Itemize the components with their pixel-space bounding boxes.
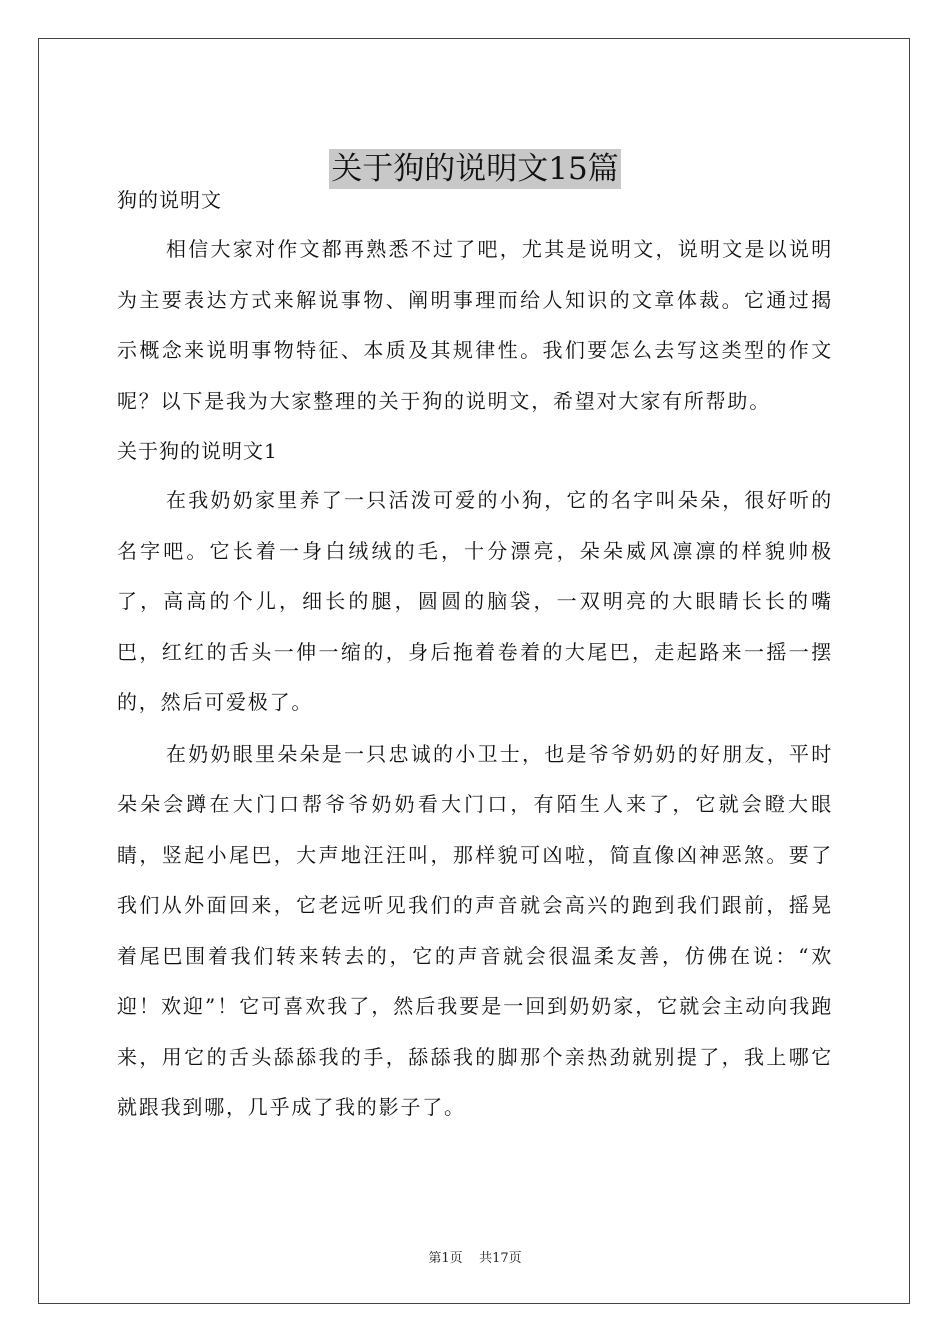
page-number: 第1页 bbox=[428, 1251, 463, 1266]
section-heading: 关于狗的说明文1 bbox=[117, 439, 278, 463]
document-body bbox=[117, 176, 833, 1133]
paragraph: 在奶奶眼里朵朵是一只忠诚的小卫士，也是爷爷奶奶的好朋友，平时朵朵会蹲在大门口帮爷爷奶奶看大门口，有陌生人来了，它就会瞪大眼睛，竖起小尾巴，大声地汪汪叫，那样貌可凶啦，简直像凶神恶煞。要了我们从外面回来，它老远听见我们的声音就会高兴的跑到我们跟前，摇晃着尾巴围着我们转来转去的，它的声音就会很温柔友善，仿佛在说：“欢迎！欢迎”！它可喜欢我了，然后我要是一回到奶奶家，它就会主动向我跑来，用它的舌头舔舔我的手，舔舔我的脚那个亲热劲就别提了，我上哪它就跟我到哪，几乎成了我的影子了。 bbox=[117, 741, 833, 1119]
document-title: 关于狗的说明文15篇 bbox=[331, 150, 619, 187]
page-total: 共17页 bbox=[479, 1251, 522, 1266]
page-footer bbox=[0, 1247, 950, 1266]
section-heading: 狗的说明文 bbox=[117, 188, 222, 212]
paragraph: 在我奶奶家里养了一只活泼可爱的小狗，它的名字叫朵朵，很好听的名字吧。它长着一身白绒绒的毛，十分漂亮，朵朵威风凛凛的样貌帅极了，高高的个儿，细长的腿，圆圆的脑袋，一双明亮的大眼睛长长的嘴巴，红红的舌头一伸一缩的，身后拖着卷着的大尾巴，走起路来一摇一摆的，然后可爱极了。 bbox=[117, 488, 833, 714]
paragraph: 相信大家对作文都再熟悉不过了吧，尤其是说明文，说明文是以说明为主要表达方式来解说事物、阐明事理而给人知识的文章体裁。它通过揭示概念来说明事物特征、本质及其规律性。我们要怎么去写这类型的作文呢？以下是我为大家整理的关于狗的说明文，希望对大家有所帮助。 bbox=[117, 237, 833, 413]
